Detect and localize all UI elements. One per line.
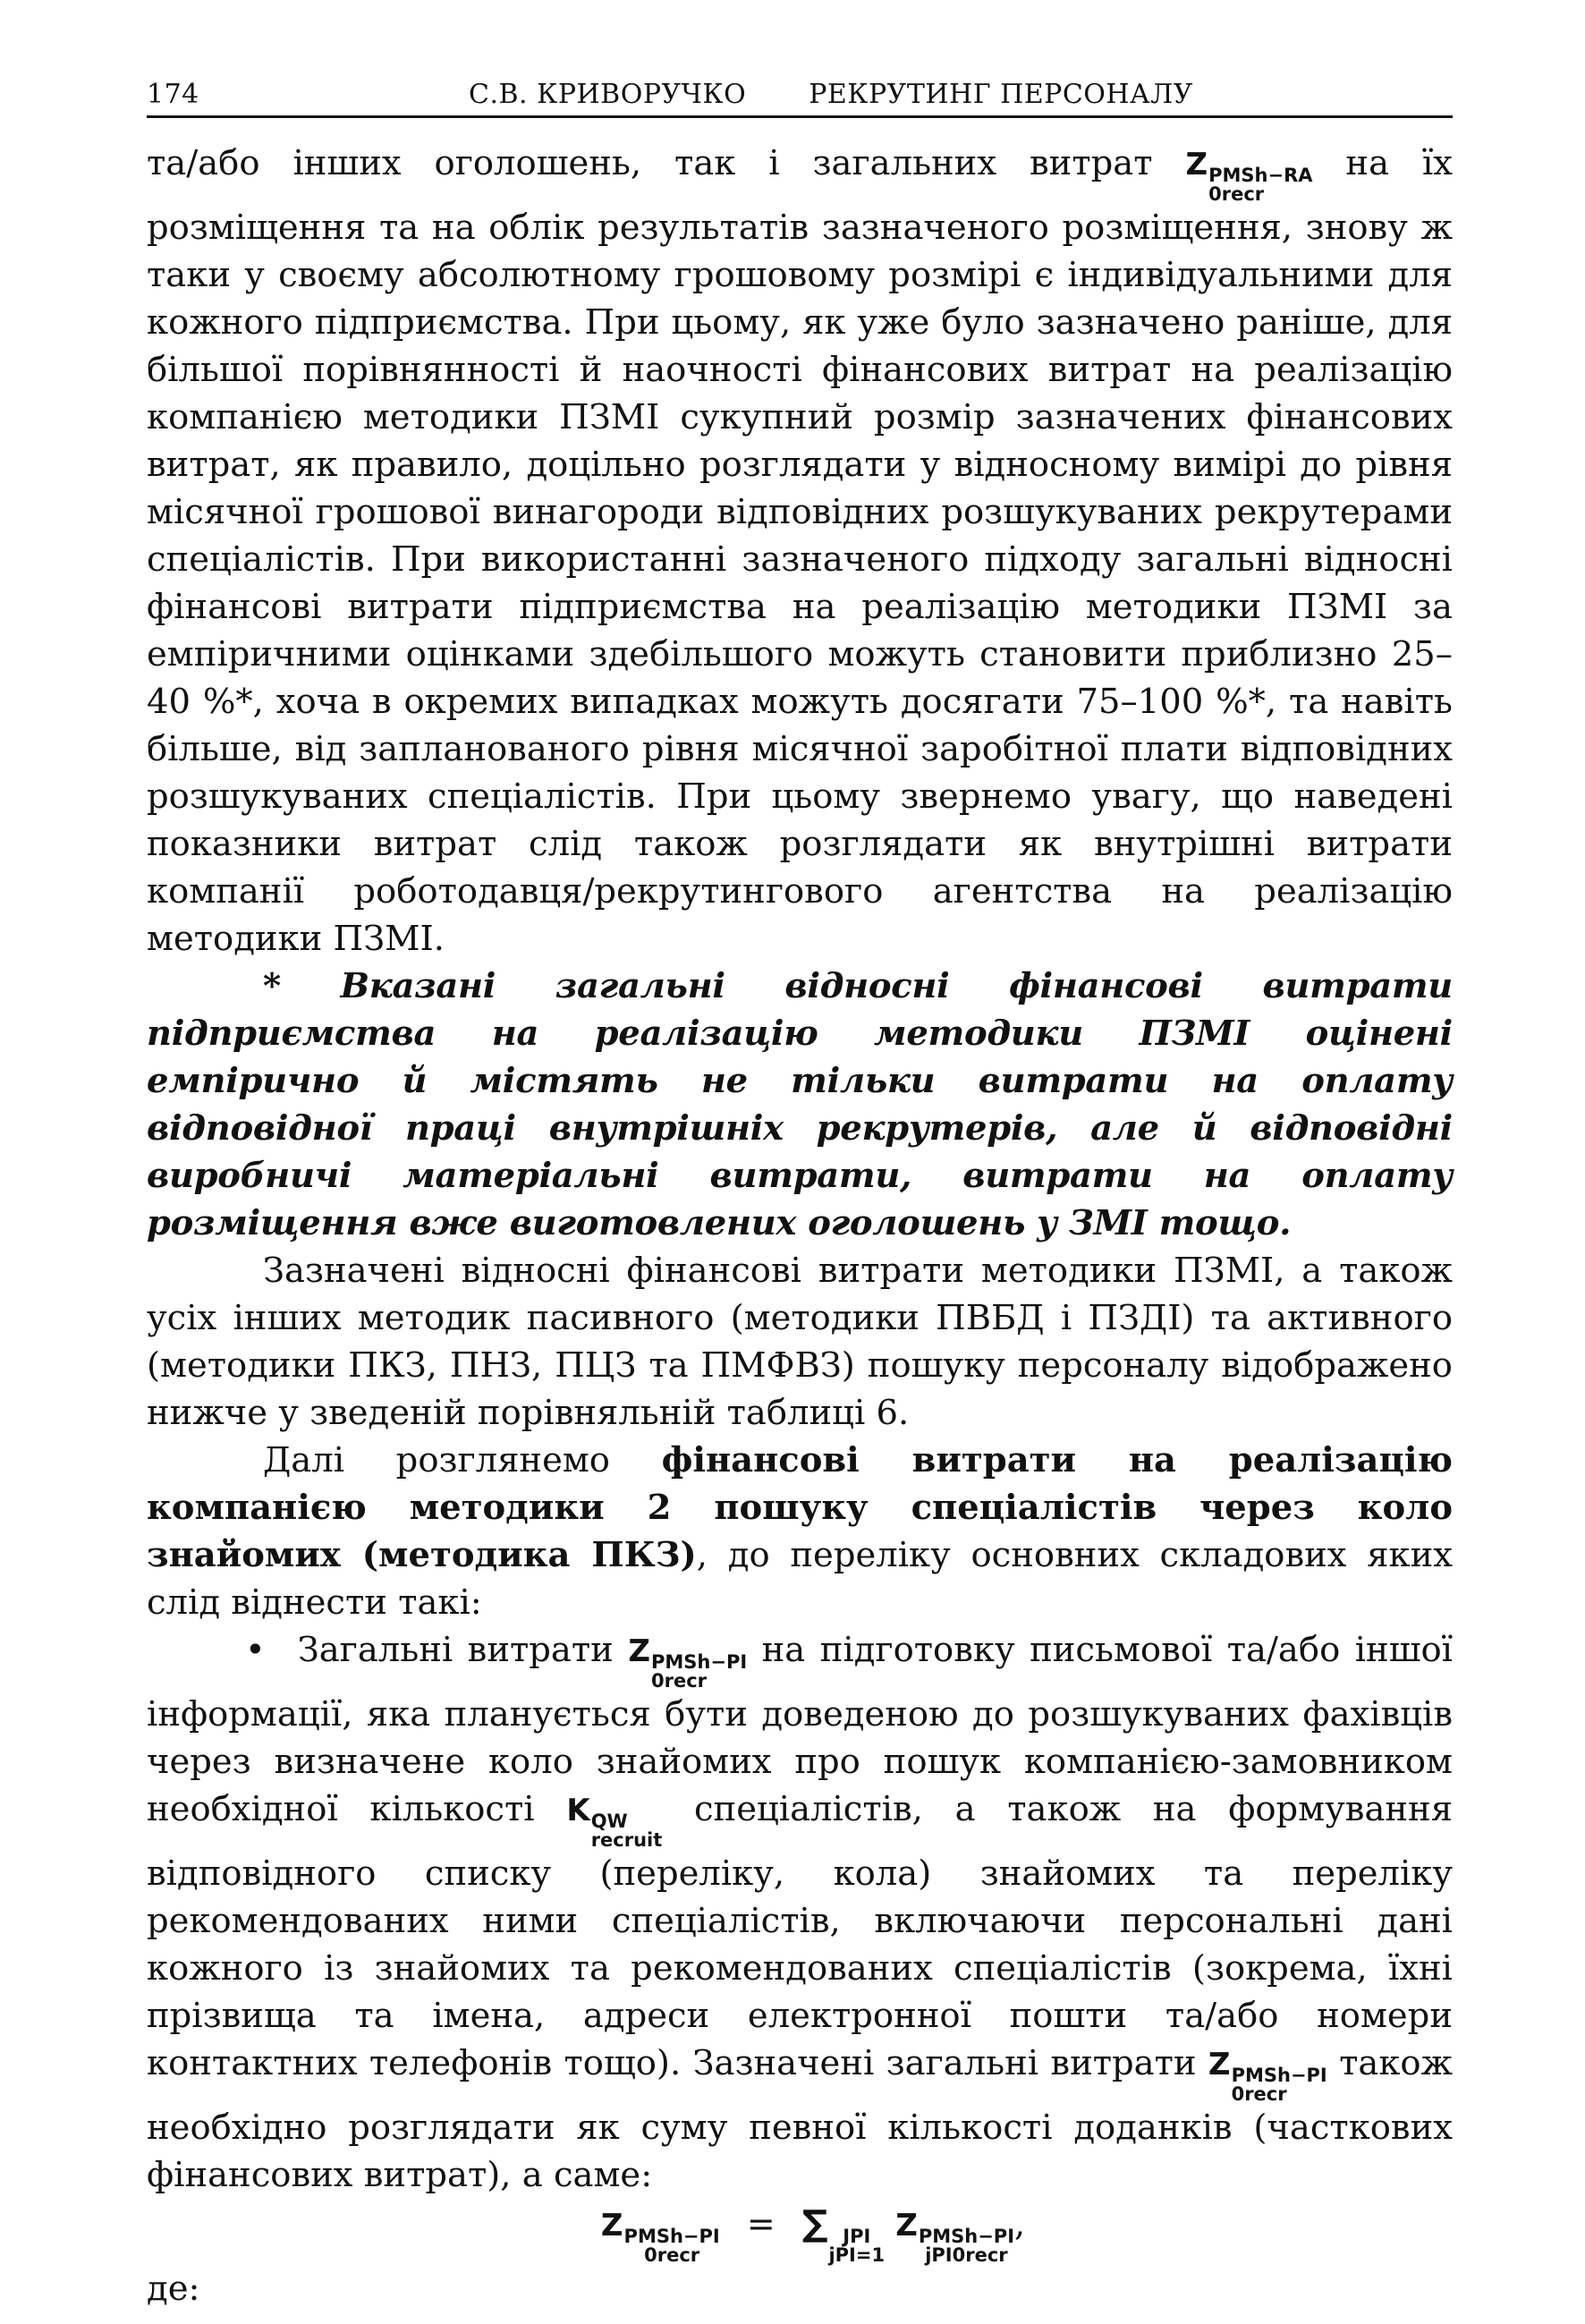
author-name: С.В. КРИВОРУЧКО <box>469 79 747 110</box>
paragraph-1 <box>147 140 1453 963</box>
symbol-k-qw: K QW recruit <box>566 1793 663 1851</box>
symbol-z-pi: Z PMSh−PI 0recr <box>600 2208 720 2266</box>
page <box>147 79 1453 2312</box>
paragraph-text: Далі розглянемо <box>263 1440 662 1480</box>
paragraph-text: також необхідно розглядати як суму певної кількості доданків (часткових фінансових витрат), а саме: <box>147 2043 1453 2195</box>
paragraph-text: , до переліку основних складових яких слід віднести такі: <box>147 1535 1453 1623</box>
paragraph-2: Зазначені відносні фінансові витрати методики ПЗМІ, а також усіх інших методик пасивного (методики ПВБД і ПЗДІ) та активного (методики ПКЗ, ПНЗ, ПЦЗ та ПМФВЗ) пошуку персоналу відображено нижче у зведеній порівняльній таблиці 6. <box>147 1251 1453 1433</box>
symbol-z-pi: Z PMSh−PI 0recr <box>628 1633 748 1692</box>
where-label: де: <box>147 2269 200 2309</box>
bullet-icon: • <box>245 1630 266 1670</box>
paragraph-text: та/або інших оголошень, так і загальних витрат <box>147 143 1186 183</box>
paragraph-text: Загальні витрати <box>297 1630 629 1670</box>
symbol-z-ra: Z PMSh−RA 0recr <box>1185 147 1313 205</box>
bullet-item <box>147 1626 1453 2199</box>
paragraph-text: на підготовку письмової та/або іншої інформації, яка планується бути доведеною до розшукуваних фахівців через визначене коло знайомих про пошук компанією-замовником необхідної кількості <box>147 1630 1453 1829</box>
footnote-paragraph: * Вказані загальні відносні фінансові витрати підприємства на реалізацію методики ПЗМІ оцінені емпірично й містять не тільки витрати на оплату відповідної праці внутрішніх рекрутерів, але й відповідні виробничі матеріальні витрати, витрати на оплату розміщення вже виготовлених оголошень у ЗМІ тощо. <box>147 966 1453 1243</box>
running-header <box>147 79 1453 118</box>
paragraph-text: спеціалістів, а також на формування відповідного списку (переліку, кола) знайомих та переліку рекомендованих ними спеціалістів, включаючи персональні дані кожного із знайомих та рекомендованих спеціалістів (зокрема, їхні прізвища та імена, адреси електронної пошти та/або номери контактних телефонів тощо). Зазначені загальні витрати <box>147 1789 1454 2083</box>
paragraph-3 <box>147 1437 1453 1626</box>
equals-sign: = <box>746 2204 776 2243</box>
page-number: 174 <box>147 79 199 110</box>
symbol-z-pi-j: Z PMSh−PI jPI0recr <box>895 2208 1015 2266</box>
page-body <box>147 140 1453 2312</box>
sum-formula <box>147 2201 1453 2265</box>
sum-symbol: ∑ JPI jPI=1 <box>801 2203 886 2266</box>
book-title: РЕКРУТИНГ ПЕРСОНАЛУ <box>809 79 1193 110</box>
symbol-z-pi: Z PMSh−PI 0recr <box>1208 2047 1327 2105</box>
paragraph-text: на їх розміщення та на облік результатів зазначеного розміщення, знову ж таки у своєму абсолютному грошовому розмірі є індивідуальними для кожного підприємства. При цьому, як уже було зазначено раніше, для більшої порівнянності й наочності фінансових витрат на реалізацію компанією методики ПЗМІ сукупний розмір зазначених фінансових витрат, як правило, доцільно розглядати у відносному вимірі до рівня місячної грошової винагороди відповідних розшукуваних рекрутерами спеціалістів. При використанні зазначеного підходу загальні відносні фінансові витрати підприємства на реалізацію методики ПЗМІ за емпіричними оцінками здебільшого можуть становити приблизно 25–40 %*, хоча в окремих випадках можуть досягати 75–100 %*, та навіть більше, від запланованого рівня місячної заробітної плати відповідних розшукуваних спеціалістів. При цьому звернемо увагу, що наведені показники витрат слід також розглядати як внутрішні витрати компанії роботодавця/рекрутингового агентства на реалізацію методики ПЗМІ. <box>147 143 1453 959</box>
bold-phrase: фінансові витрати на реалізацію компанією методики 2 пошуку спеціалістів через коло знайомих (методика ПКЗ) <box>147 1440 1453 1575</box>
formula-comma: , <box>1014 2204 1026 2243</box>
